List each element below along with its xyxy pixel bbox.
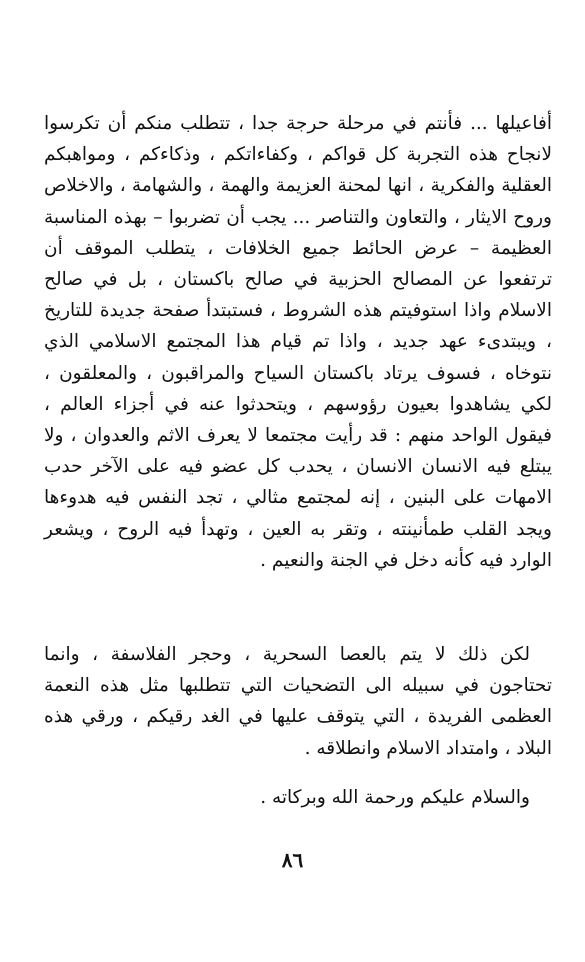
paragraph-gap — [44, 764, 552, 782]
closing-greeting: والسلام عليكم ورحمة الله وبركاته . — [260, 786, 530, 808]
paragraph-1: أفاعيلها ... فأنتم في مرحلة حرجة جدا ، تتطلب منكم أن تكرسوا لانجاح هذه التجربة كل قواكم ، وكفاءاتكم ، وذكاءكم ، ومواهبكم العقلية والفكرية ، انها لمحنة العزيمة والهمة ، والشهامة ، والاخلاص وروح الايثار ، والتعاون والتناصر ... يجب أن تضربوا – بهذه المناسبة العظيمة – عرض الحائط جميع الخلافات ، يتطلب الموقف أن ترتفعوا عن المصالح الحزبية في صالح باكستان ، بل في صالح الاسلام واذا استوفيتم هذه الشروط ، فستبتدأ صفحة جديدة للتاريخ ، ويبتدىء عهد جديد ، واذا تم قيام هذا المجتمع الاسلامي الذي نتوخاه ، فسوف يرتاد باكستان السياح والمراقبون ، والمعلقون ، لكي يشاهدوا بعيون رؤوسهم ، ويتحدثوا عنه في أجزاء العالم ، فيقول الواحد منهم : قد رأيت مجتمعا لا يعرف الاثم والعدوان ، ولا يبتلع فيه الانسان الانسان ، يحدب كل عضو فيه على الآخر حدب الامهات على البنين ، إنه لمجتمع مثالي ، تجد النفس فيه هدوءها ويجد القلب طمأنينته ، وتقر به العين ، وتهدأ فيه الروح ، ويشعر الوارد فيه كأنه دخل في الجنة والنعيم . — [44, 113, 552, 571]
page-number: ٨٦ — [281, 848, 304, 872]
body-text — [44, 108, 552, 813]
paragraph-2: لكن ذلك لا يتم بالعصا السحرية ، وحجر الفلاسفة ، وانما تحتاجون في سبيله الى التضحيات التي تتطلبها مثل هذه النعمة العظمى الفريدة ، التي يتوقف عليها في الغد رقيكم ، ورقي هذه البلاد ، وامتداد الاسلام وانطلاقه . — [44, 644, 552, 759]
